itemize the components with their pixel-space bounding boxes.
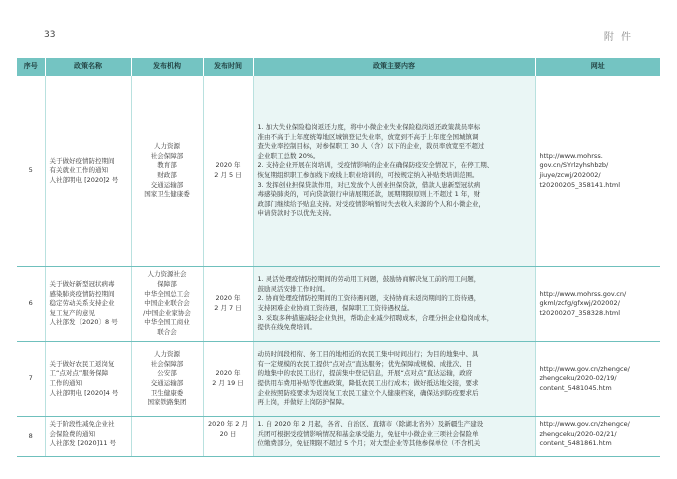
cell-line: content_5481045.htm xyxy=(539,383,612,392)
date-cell xyxy=(203,267,253,342)
policy-name-cell xyxy=(45,267,131,342)
cell-line: 人社部明电 [2020]2 号 xyxy=(49,175,119,184)
cell-line: http://www.gov.cn/zhengce/ xyxy=(539,364,630,373)
agency-cell xyxy=(131,417,203,457)
cell-line: 人力资源社会 xyxy=(147,270,187,279)
cell-line: 提供在线免费培训。 xyxy=(257,323,316,332)
cell-line: 保障部 xyxy=(157,280,177,289)
cell-line: 人社部发〔2020〕8 号 xyxy=(49,318,118,327)
cell-line: 社会保障部 xyxy=(150,151,184,160)
cell-line: 企业按照防疫要求为返岗复工农民工建立个人健康档案，确保达到防疫要求后 xyxy=(257,388,479,397)
cell-line: 2020 年 xyxy=(215,161,241,170)
policy-name-cell xyxy=(45,342,131,417)
cell-line: 1. 加大失业保险稳岗返还力度，将中小微企业失业保险稳岗返还政策裁员率标 xyxy=(257,123,481,132)
cell-line: 中华全国总工会 xyxy=(144,289,190,298)
cell-line: 感染肺炎疫情防控期间 xyxy=(49,289,115,298)
table-row xyxy=(17,76,660,267)
cell-line: http://www.mohrss.gov.cn/ xyxy=(539,289,627,298)
agency-cell xyxy=(131,342,203,417)
cell-line: 人力资源 xyxy=(154,142,180,151)
cell-line: 联合会 xyxy=(157,327,177,336)
date-cell xyxy=(203,417,253,457)
table-row xyxy=(17,342,660,417)
cell-line: 支持困难企业协商工资待遇，保障职工工资待遇权益。 xyxy=(257,304,414,312)
cell-line: 国家铁路集团 xyxy=(147,398,187,407)
column-header-date: 发布时间 xyxy=(203,58,253,76)
cell-line: 2020 年 2 月 20 日 xyxy=(208,420,248,438)
policy-name-cell xyxy=(45,76,131,267)
cell-line: /中国企业家协会 xyxy=(143,308,191,317)
cell-line: 有一定规模的农民工提供“点对点”直达服务；优先保障成规模、成批次、目 xyxy=(257,359,473,368)
column-header-agency: 发布机构 xyxy=(131,58,203,76)
cell-line: 人力资源 xyxy=(154,350,180,359)
cell-line: 人社部明电 [2020]4 号 xyxy=(49,388,119,397)
cell-line: 稳定劳动关系支持企业 xyxy=(49,299,115,308)
cell-line: 政部门继续给予贴息支持。对受疫情影响暂时失去收入来源的个人和小微企业， xyxy=(257,199,485,208)
cell-line: 关于做好农民工返岗复 xyxy=(49,359,115,368)
cell-line: 2 月 19 日 xyxy=(212,379,244,387)
cell-line: 兵团可根据受疫情影响情况和基金承受能力，免征中小微企业三项社会保险单 xyxy=(257,429,479,438)
cell-line: gov.cn/SYrlzyhshbzb/ xyxy=(539,161,609,170)
url-link[interactable] xyxy=(535,76,660,267)
cell-line: 有关就业工作的通知 xyxy=(49,166,108,175)
cell-line: 查失业率控制目标，对参保职工 30 人（含）以下的企业，裁员率放宽至不超过 xyxy=(257,142,485,151)
cell-line: 1. 灵活处理疫情防控期间的劳动用工问题，鼓励协商解决复工前的用工问题， xyxy=(257,275,481,284)
table-header xyxy=(17,58,660,76)
cell-line: 再上岗，并做好上岗防护保障。 xyxy=(257,398,349,407)
cell-line: 毒感染肺炎的，可向贷款银行申请展期还款，展期期限原则上不超过 1 年，财 xyxy=(257,190,481,199)
cell-line: zhengceku/2020-02/19/ xyxy=(539,374,617,383)
cell-line: 提供用车费用补贴等优惠政策，降低农民工出行成本；做好抵达地交接，要求 xyxy=(257,379,479,387)
cell-line: 人社部发 [2020]11 号 xyxy=(49,439,117,448)
cell-line: 会保险费的通知 xyxy=(49,429,95,438)
date-cell xyxy=(203,76,253,267)
url-link[interactable] xyxy=(535,267,660,342)
url-link[interactable] xyxy=(535,342,660,417)
row-seq: 6 xyxy=(17,267,45,342)
appendix-label: 附 件 xyxy=(603,32,633,43)
cell-line: 2 月 7 日 xyxy=(214,304,242,312)
cell-line: 2020 年 xyxy=(215,369,241,378)
row-seq: 5 xyxy=(17,76,45,267)
cell-line: t20200205_358141.html xyxy=(539,180,621,189)
cell-line: http://www.mohrss. xyxy=(539,151,603,160)
cell-line: 3. 采取多种措施减轻企业负担，帮助企业减少招聘成本，合理分担企业稳岗成本， xyxy=(257,313,494,322)
cell-line: 位缴费部分，免征期限不超过 5 个月；对大型企业等其他参保单位（不含机关 xyxy=(257,439,481,448)
cell-line: 教育部 xyxy=(157,161,177,170)
column-header-url: 网址 xyxy=(535,58,660,76)
content-cell xyxy=(253,267,535,342)
cell-line: 2 月 5 日 xyxy=(214,171,242,179)
cell-line: 恢复期组织职工参加线下或线上职业培训的，可按规定纳入补贴类培训范围。 xyxy=(257,171,479,179)
cell-line: 企业职工总数 20%。 xyxy=(257,151,320,160)
agency-cell xyxy=(131,76,203,267)
cell-line: 交通运输部 xyxy=(150,180,184,189)
cell-line: content_5481861.htm xyxy=(539,439,612,448)
cell-line: 鼓励灵活安排工作时间。 xyxy=(257,284,329,293)
cell-line: http://www.gov.cn/zhengce/ xyxy=(539,420,630,428)
content-cell xyxy=(253,417,535,457)
cell-line: 关于阶段性减免企业社 xyxy=(49,420,115,428)
content-cell xyxy=(253,342,535,417)
cell-line: 中华全国工商业 xyxy=(144,318,190,327)
cell-line: gkml/zcfg/gfxwj/202002/ xyxy=(539,299,620,308)
policy-table xyxy=(17,58,660,457)
column-header-seq: 序号 xyxy=(17,58,45,76)
cell-line: 关于做好新型冠状病毒 xyxy=(49,280,115,289)
cell-line: 公安部 xyxy=(157,369,177,378)
cell-line: 国家卫生健康委 xyxy=(144,190,190,199)
table-row xyxy=(17,267,660,342)
row-seq: 7 xyxy=(17,342,45,417)
cell-line: 工作的通知 xyxy=(49,379,82,387)
page-number: 33 xyxy=(44,30,56,40)
agency-cell xyxy=(131,267,203,342)
policy-name-cell xyxy=(45,417,131,457)
cell-line: 准由不高于上年度统筹地区城镇登记失业率，放宽到不高于上年度全国城镇调 xyxy=(257,132,479,141)
cell-line: 关于做好疫情防控期间 xyxy=(49,156,115,165)
cell-line: zhengceku/2020-02/21/ xyxy=(539,429,617,438)
row-seq: 8 xyxy=(17,417,45,457)
date-cell xyxy=(203,342,253,417)
table-row xyxy=(17,417,660,457)
cell-line: 1. 自 2020 年 2 月起，各省、自治区、直辖市（除湖北省外）及新疆生产建设 xyxy=(257,420,484,428)
column-header-policy-name: 政策名称 xyxy=(45,58,131,76)
cell-line: 中国企业联合会 xyxy=(144,299,190,308)
cell-line: 工“点对点”服务保障 xyxy=(49,369,109,378)
content-cell xyxy=(253,76,535,267)
cell-line: 2. 支持企业开展在岗培训，受疫情影响的企业在确保防疫安全情况下，在停工期、 xyxy=(257,161,494,170)
url-link[interactable] xyxy=(535,417,660,457)
cell-line: 财政部 xyxy=(157,171,177,179)
cell-line: 申请贷款时予以优先支持。 xyxy=(257,209,336,218)
cell-line: 2020 年 xyxy=(215,294,241,303)
cell-line: 卫生健康委 xyxy=(150,388,184,397)
cell-line: 动员时间段相衔、务工目的地相近的农民工集中时间出行；为目的地集中、具 xyxy=(257,350,479,359)
cell-line: 的地集中的农民工出行，提前集中登记信息，开展“点对点”直达运输，政府 xyxy=(257,369,473,378)
cell-line: 复工复产的意见 xyxy=(49,308,95,317)
cell-line: 社会保障部 xyxy=(150,359,184,368)
cell-line: 2. 协商处理疫情防控期间的工资待遇问题，支持协商未返岗期间的工资待遇， xyxy=(257,294,481,303)
column-header-content: 政策主要内容 xyxy=(253,58,535,76)
cell-line: jiuye/zcwj/202002/ xyxy=(539,171,601,179)
cell-line: 3. 发挥创业担保贷款作用，对已发放个人创业担保贷款，借款人患新型冠状病 xyxy=(257,180,481,189)
cell-line: t20200207_358328.html xyxy=(539,308,621,317)
cell-line: 交通运输部 xyxy=(150,379,184,387)
